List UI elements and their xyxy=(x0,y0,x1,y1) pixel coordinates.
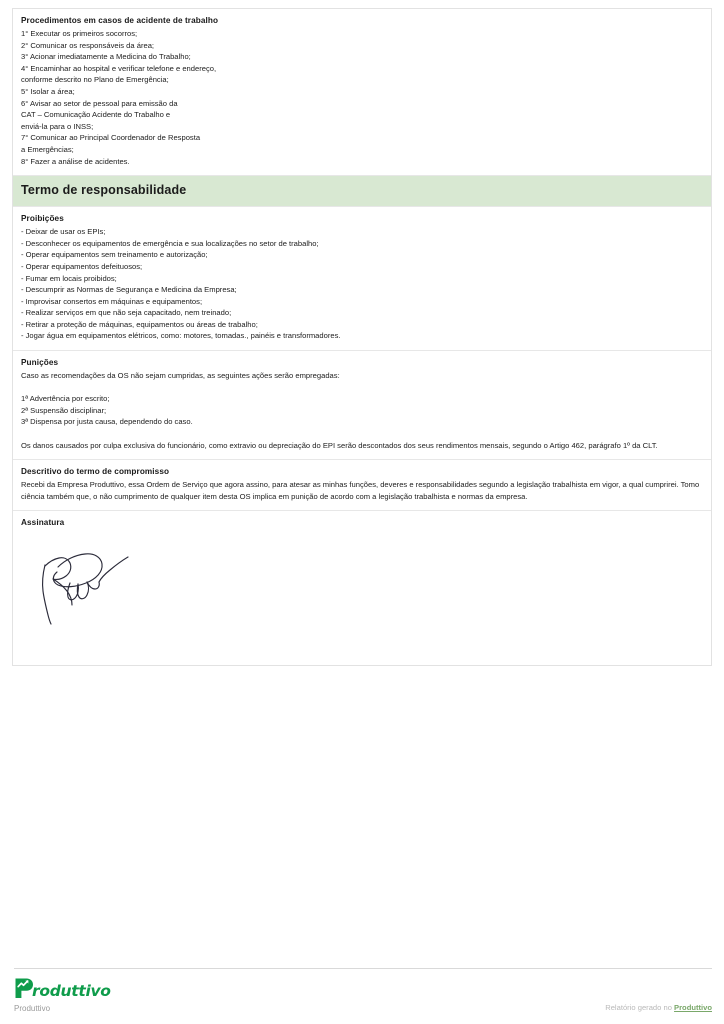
footer-produttivo-link[interactable]: Produttivo xyxy=(674,1003,712,1012)
punishment-item: 3ª Dispensa por justa causa, dependendo do caso. xyxy=(21,417,193,427)
signature-area xyxy=(21,537,703,657)
footer-generated-prefix: Relatório gerado no xyxy=(605,1003,675,1012)
report-table xyxy=(12,8,712,666)
prohibition-item: - Operar equipamentos defeituosos; xyxy=(21,261,143,271)
procedure-line: 8° Fazer a análise de acidentes. xyxy=(21,156,130,166)
prohibition-item: - Realizar serviços em que não seja capacitado, nem treinado; xyxy=(21,308,232,318)
punishment-item: 1ª Advertência por escrito; xyxy=(21,394,110,404)
section-title-proibicoes: Proibições xyxy=(21,214,64,224)
prohibition-item: - Operar equipamentos sem treinamento e autorização; xyxy=(21,250,208,260)
handwritten-signature-icon xyxy=(27,539,137,629)
section-title-descritivo: Descritivo do termo de compromisso xyxy=(21,467,170,477)
produttivo-logo xyxy=(14,977,111,999)
section-title-assinatura: Assinatura xyxy=(21,518,65,528)
footer-divider xyxy=(14,968,712,969)
section-punicoes xyxy=(13,351,711,460)
section-assinatura xyxy=(13,511,711,665)
spacer xyxy=(21,428,703,440)
punishment-item: 2ª Suspensão disciplinar; xyxy=(21,405,107,415)
procedure-line: 5° Isolar a área; xyxy=(21,86,75,96)
prohibition-item: - Fumar em locais proibidos; xyxy=(21,273,117,283)
procedure-line: conforme descrito no Plano de Emergência; xyxy=(21,75,169,85)
procedure-line: 7° Comunicar ao Principal Coordenador de Resposta xyxy=(21,133,201,143)
section-proibicoes xyxy=(13,207,711,351)
punishment-closing: Os danos causados por culpa exclusiva do funcionário, como extravio ou depreciação do EPI serão descontados dos seus rendimentos mensais, segundo o Artigo 462, parágrafo 1º da CLT. xyxy=(21,440,658,450)
footer-brand xyxy=(14,977,111,1014)
prohibition-item: - Improvisar consertos em máquinas e equipamentos; xyxy=(21,296,203,306)
banner-title: Termo de responsabilidade xyxy=(21,183,187,198)
produttivo-p-chart-logo-icon xyxy=(14,977,34,999)
procedure-line: a Emergências; xyxy=(21,144,74,154)
section-title-punicoes: Punições xyxy=(21,358,59,368)
procedure-line: 6° Avisar ao setor de pessoal para emissão da xyxy=(21,98,178,108)
prohibition-item: - Jogar água em equipamentos elétricos, como: motores, tomadas., painéis e transformadores. xyxy=(21,331,341,341)
section-procedimentos xyxy=(13,9,711,176)
prohibition-item: - Retirar a proteção de máquinas, equipamentos ou áreas de trabalho; xyxy=(21,319,258,329)
procedure-line: 3° Acionar imediatamente a Medicina do Trabalho; xyxy=(21,52,191,62)
procedure-line: 2° Comunicar os responsáveis da área; xyxy=(21,40,155,50)
prohibition-item: - Descumprir as Normas de Segurança e Medicina da Empresa; xyxy=(21,285,237,295)
punishment-intro: Caso as recomendações da OS não sejam cumpridas, as seguintes ações serão empregadas: xyxy=(21,371,340,381)
procedure-line: enviá-la para o INSS; xyxy=(21,121,94,131)
footer-generated-note xyxy=(605,1003,712,1014)
section-descritivo-compromisso xyxy=(13,460,711,511)
section-banner-termo-responsabilidade xyxy=(13,176,711,207)
procedure-line: CAT – Comunicação Acidente do Trabalho e xyxy=(21,110,171,120)
procedure-line: 4° Encaminhar ao hospital e verificar telefone e endereço, xyxy=(21,63,217,73)
prohibition-item: - Deixar de usar os EPIs; xyxy=(21,227,106,237)
spacer xyxy=(21,382,703,394)
section-title-procedimentos: Procedimentos em casos de acidente de trabalho xyxy=(21,16,219,25)
procedure-line: 1° Executar os primeiros socorros; xyxy=(21,29,138,38)
prohibition-item: - Desconhecer os equipamentos de emergência e sua localizações no setor de trabalho; xyxy=(21,238,319,248)
footer-company-name: Produttivo xyxy=(14,1004,51,1013)
commitment-body: Recebi da Empresa Produttivo, essa Ordem de Serviço que agora assino, para atesar as minhas funções, deveres e responsabilidades segundo a legislação trabalhista em vigor, a qual cumprirei. Tomo ciência também que, o não cumprimento de qualquer item desta OS implica em punição de acordo com a legislação trabalhista e normas da empresa. xyxy=(21,480,700,501)
produttivo-wordmark: roduttivo xyxy=(32,982,111,1000)
page-footer xyxy=(14,968,712,1014)
